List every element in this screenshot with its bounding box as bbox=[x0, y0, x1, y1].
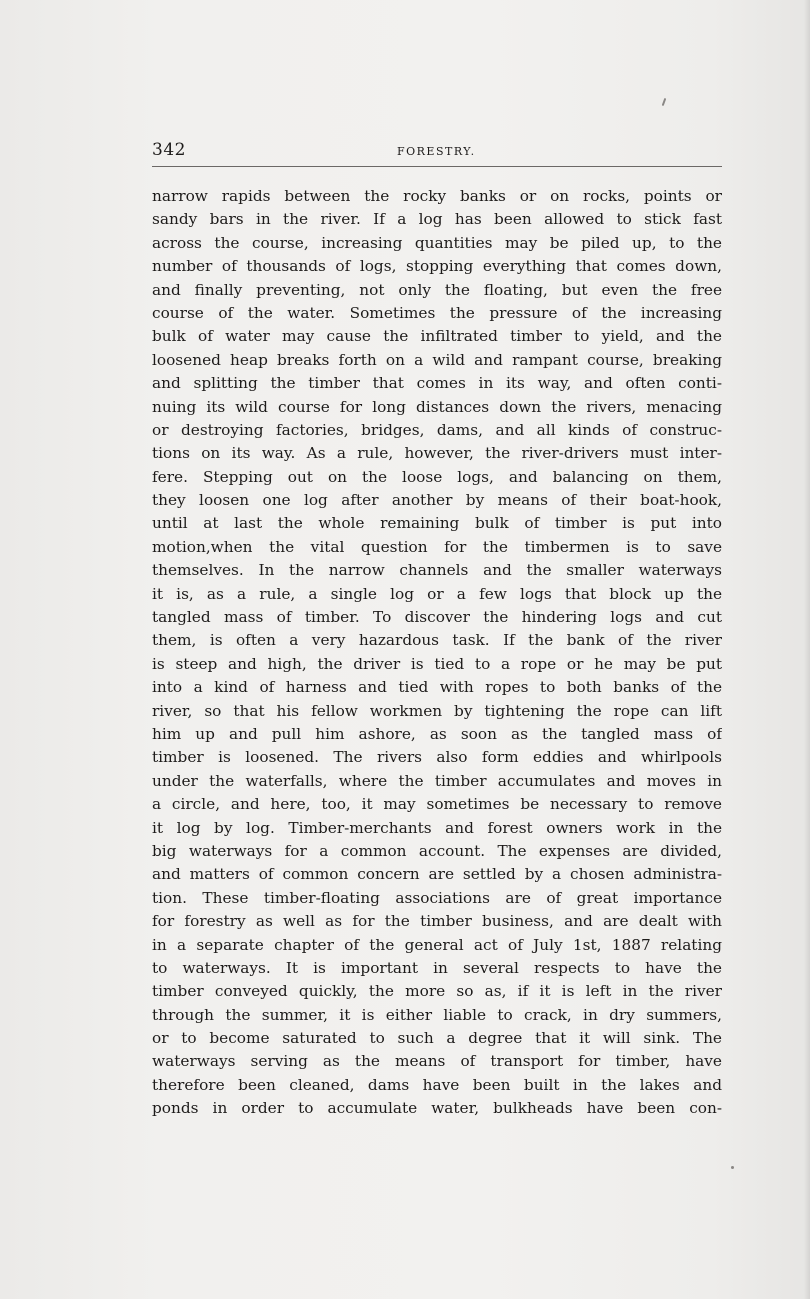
text-line: it log by log. Timber-merchants and forest owners work in the bbox=[152, 818, 722, 837]
page-edge-shadow bbox=[804, 0, 810, 1299]
running-head: FORESTRY. bbox=[397, 145, 476, 158]
page-header bbox=[152, 138, 722, 168]
text-line: timber is loosened. The rivers also form eddies and whirlpools bbox=[152, 748, 722, 767]
text-line: into a kind of harness and tied with ropes to both banks of the bbox=[152, 678, 722, 697]
text-line: ponds in order to accumulate water, bulkheads have been con- bbox=[152, 1099, 722, 1118]
text-line: it is, as a rule, a single log or a few logs that block up the bbox=[152, 584, 722, 603]
text-line: and matters of common concern are settled by a chosen administra- bbox=[152, 865, 722, 884]
text-line: they loosen one log after another by means of their boat-hook, bbox=[152, 491, 722, 510]
text-line: for forestry as well as for the timber business, and are dealt with bbox=[152, 912, 722, 931]
text-line: river, so that his fellow workmen by tightening the rope can lift bbox=[152, 701, 722, 720]
text-line: waterways serving as the means of transport for timber, have bbox=[152, 1052, 722, 1071]
text-line: narrow rapids between the rocky banks or on rocks, points or bbox=[152, 187, 722, 205]
page-number: 342 bbox=[152, 140, 186, 160]
text-line: bulk of water may cause the infiltrated timber to yield, and the bbox=[152, 327, 722, 346]
text-line: a circle, and here, too, it may sometimes be necessary to remove bbox=[152, 795, 722, 814]
text-line: or to become saturated to such a degree that it will sink. The bbox=[152, 1029, 722, 1048]
text-line: under the waterfalls, where the timber accumulates and moves in bbox=[152, 771, 722, 790]
text-line: loosened heap breaks forth on a wild and rampant course, breaking bbox=[152, 350, 722, 369]
text-line: until at last the whole remaining bulk of timber is put into bbox=[152, 514, 722, 533]
text-line: motion,when the vital question for the timbermen is to save bbox=[152, 537, 722, 556]
text-line: therefore been cleaned, dams have been built in the lakes and bbox=[152, 1075, 722, 1094]
text-line: number of thousands of logs, stopping everything that comes down, bbox=[152, 257, 722, 276]
body-text bbox=[152, 185, 722, 1121]
text-line: to waterways. It is important in several respects to have the bbox=[152, 958, 722, 977]
text-line: tion. These timber-floating associations are of great importance bbox=[152, 888, 722, 907]
text-line: tangled mass of timber. To discover the hindering logs and cut bbox=[152, 608, 722, 627]
text-line: tions on its way. As a rule, however, the river-drivers must inter- bbox=[152, 444, 722, 463]
text-line: them, is often a very hazardous task. If the bank of the river bbox=[152, 631, 722, 650]
text-line: in a separate chapter of the general act of July 1st, 1887 relating bbox=[152, 935, 722, 954]
text-line: and finally preventing, not only the floating, but even the free bbox=[152, 280, 722, 299]
text-line: across the course, increasing quantities may be piled up, to the bbox=[152, 233, 722, 252]
paper-speck bbox=[662, 98, 667, 106]
header-rule bbox=[152, 166, 722, 167]
text-line: is steep and high, the driver is tied to a rope or he may be put bbox=[152, 654, 722, 673]
text-line: and splitting the timber that comes in its way, and often conti- bbox=[152, 374, 722, 393]
text-line: sandy bars in the river. If a log has been allowed to stick fast bbox=[152, 210, 722, 229]
text-line: course of the water. Sometimes the pressure of the increasing bbox=[152, 303, 722, 322]
text-line: nuing its wild course for long distances down the rivers, menacing bbox=[152, 397, 722, 416]
text-line: through the summer, it is either liable to crack, in dry summers, bbox=[152, 1005, 722, 1024]
text-line: timber conveyed quickly, the more so as, if it is left in the river bbox=[152, 982, 722, 1001]
text-line: fere. Stepping out on the loose logs, and balancing on them, bbox=[152, 467, 722, 486]
text-line: or destroying factories, bridges, dams, and all kinds of construc- bbox=[152, 420, 722, 439]
text-line: themselves. In the narrow channels and the smaller waterways bbox=[152, 561, 722, 580]
paper-speck bbox=[731, 1166, 734, 1169]
text-line: big waterways for a common account. The expenses are divided, bbox=[152, 841, 722, 860]
text-line: him up and pull him ashore, as soon as the tangled mass of bbox=[152, 724, 722, 743]
